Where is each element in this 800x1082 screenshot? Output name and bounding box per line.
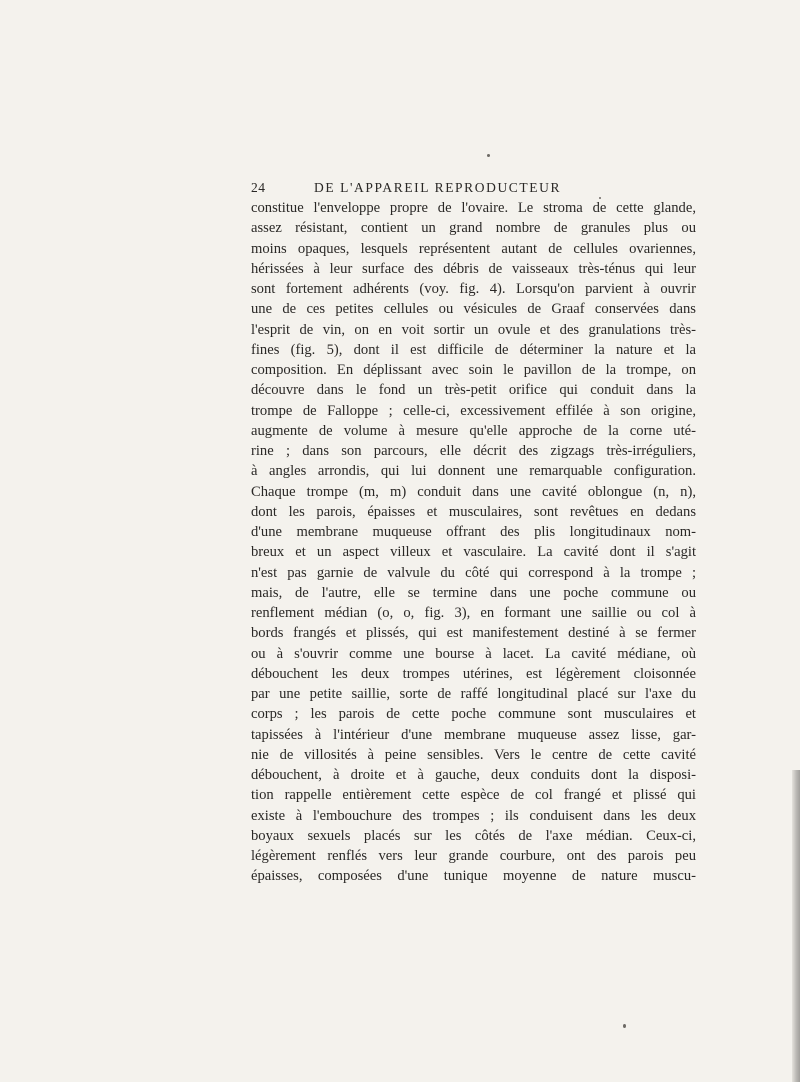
ink-speck [487,154,490,157]
text-line: dont les parois, épaisses et musculaires, sont revêtues en dedans [251,503,696,520]
text-line: débouchent, à droite et à gauche, deux conduits dont la disposi- [251,767,696,783]
text-line: corps ; les parois de cette poche commune sont musculaires et [251,706,696,723]
text-line: mais, de l'autre, elle se termine dans une poche commune ou [251,584,696,601]
text-line: moins opaques, lesquels représentent autant de cellules ovariennes, [251,240,696,257]
running-title: DE L'APPAREIL REPRODUCTEUR [314,180,562,195]
text-line: fines (fig. 5), dont il est difficile de déterminer la nature et la [251,341,696,358]
body-paragraph [251,198,696,887]
text-line: constitue l'enveloppe propre de l'ovaire. Le stroma de cette glande, [251,200,696,216]
text-line: par une petite saillie, sorte de raffé longitudinal placé sur l'axe du [251,686,696,702]
text-line: tion rappelle entièrement cette espèce de col frangé et plissé qui [251,787,696,804]
page-edge-shadow [792,770,800,1082]
text-line: épaisses, composées d'une tunique moyenne de nature muscu- [251,868,696,885]
text-line: rine ; dans son parcours, elle décrit des zigzags très-irréguliers, [251,443,696,459]
text-line: à angles arrondis, qui lui donnent une remarquable configuration. [251,463,696,480]
text-line: une de ces petites cellules ou vésicules de Graaf conservées dans [251,301,696,318]
text-line: nie de villosités à peine sensibles. Vers le centre de cette cavité [251,746,696,763]
text-line: sont fortement adhérents (voy. fig. 4). Lorsqu'on parvient à ouvrir [251,281,696,297]
text-line: hérissées à leur surface des débris de vaisseaux très-ténus qui leur [251,260,696,277]
text-line: n'est pas garnie de valvule du côté qui correspond à la trompe ; [251,564,696,581]
page-number: 24 [251,180,266,195]
text-line: breux et un aspect villeux et vasculaire. La cavité dont il s'agit [251,544,696,561]
text-line: renflement médian (o, o, fig. 3), en formant une saillie ou col à [251,605,696,621]
text-line: légèrement renflés vers leur grande courbure, ont des parois peu [251,848,696,864]
text-line: tapissées à l'intérieur d'une membrane muqueuse assez lisse, gar- [251,726,696,743]
text-line: découvre dans le fond un très-petit orifice qui conduit dans la [251,382,696,399]
text-line: l'esprit de vin, on en voit sortir un ovule et des granulations très- [251,321,696,338]
text-line: assez résistant, contient un grand nombre de granules plus ou [251,220,696,237]
text-line: Chaque trompe (m, m) conduit dans une cavité oblongue (n, n), [251,483,696,500]
running-head [251,180,701,200]
text-line: débouchent les deux trompes utérines, est légèrement cloisonnée [251,665,696,682]
text-line: d'une membrane muqueuse offrant des plis longitudinaux nom- [251,524,696,540]
text-line: trompe de Falloppe ; celle-ci, excessivement effilée à son origine, [251,402,696,419]
text-line: augmente de volume à mesure qu'elle approche de la corne uté- [251,422,696,439]
text-line: bords frangés et plissés, qui est manifestement destiné à se fermer [251,625,696,642]
text-line: composition. En déplissant avec soin le pavillon de la trompe, on [251,362,696,378]
text-line: boyaux sexuels placés sur les côtés de l'axe médian. Ceux-ci, [251,827,696,844]
text-line: existe à l'embouchure des trompes ; ils conduisent dans les deux [251,807,696,824]
text-line: ou à s'ouvrir comme une bourse à lacet. La cavité médiane, où [251,645,696,662]
ink-speck [623,1024,626,1028]
